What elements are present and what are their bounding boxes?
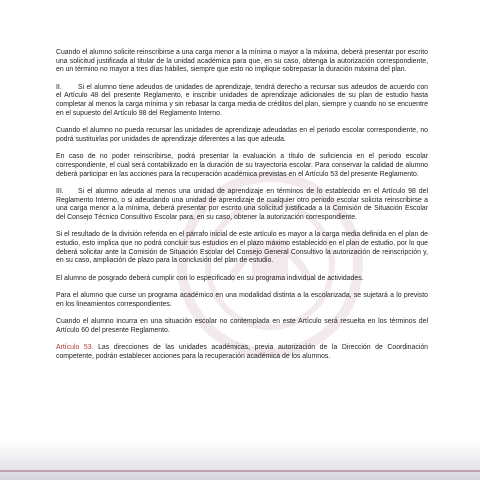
document-body <box>56 49 428 370</box>
roman-numeral-label: III. <box>56 187 64 195</box>
page-footer-band <box>0 440 480 480</box>
paragraph-3: Cuando el alumno no pueda recursar las unidades de aprendizaje adeudadas en el periodo escolar correspondiente, no podrá sustituirlas por unidades de aprendizaje diferentes a las que adeuda. <box>56 127 428 143</box>
paragraph-8: Para el alumno que curse un programa académico en una modalidad distinta a la escolarizada, se sujetará a lo previsto en los lineamientos correspondientes. <box>56 291 428 308</box>
paragraph-roman-ii: II. Si el alumno tiene adeudos de unidades de aprendizaje, tendrá derecho a recursar sus adeudos de acuerdo con el Artículo 48 del presente Reglamento, e inscribir unidades de aprendizaje adicionales de su plan de estudio hasta completar al menos la carga mínima y sin rebasar la carga media de créditos del plan, siempre y cuando no se encuentre en el supuesto del Artículo 98 del Reglamento Interno. <box>56 83 428 117</box>
paragraph-9: Cuando el alumno incurra en una situación escolar no contemplada en este Artículo será resuelta en los términos del Artículo 60 del presente Reglamento. <box>56 317 428 334</box>
paragraph-roman-iii: III. Si el alumno adeuda al menos una unidad de aprendizaje en términos de lo establecido en el Artículo 98 del Reglamento Interno, o si adeudando una unidad de aprendizaje de cualquier otro periodo escolar solicita reinscribirse a una carga menor a la mínima, deberá presentar por escrito una solicitud justificada a la Comisión de Situación Escolar del Consejo Técnico Consultivo Escolar para, en su caso, obtener la autorización correspondiente. <box>56 187 428 221</box>
roman-numeral-label: II. <box>56 83 62 91</box>
footer-divider <box>0 470 480 472</box>
article-53-paragraph: Artículo 53. Las direcciones de las unidades académicas, previa autorización de la Dirección de Coordinación competente, podrán establecer acciones para la recuperación académica de los alumnos. <box>56 343 428 360</box>
paragraph-6: Si el resultado de la división referida en el párrafo inicial de este artículo es mayor a la carga media definida en el plan de estudio, esto implica que no podrá concluir sus estudios en el plazo máximo establecido en el plan de estudio, por lo que deberá solicitar ante la Comisión de Situación Escolar del Consejo General Consultivo la autorización de reinscripción y, en su caso, ampliación de plazo para la conclusión del plan de estudio. <box>56 231 428 265</box>
paragraph-1: Cuando el alumno solicite reinscribirse a una carga menor a la mínima o mayor a la máxima, deberá presentar por escrito una solicitud justificada al titular de la unidad académica para que, en su caso, obtenga la autorización correspondiente, en un término no mayor a tres días hábiles, siempre que esto no implique sobrepasar la duración máxima del plan. <box>56 49 428 74</box>
paragraph-7: El alumno de posgrado deberá cumplir con lo especificado en su programa individual de actividades. <box>56 274 364 282</box>
paragraph-4: En caso de no poder reinscribirse, podrá presentar la evaluación a título de suficiencia en el periodo escolar correspondiente, el cual será contabilizado en la duración de su trayectoria escolar. Para conservar la calidad de alumno deberá participar en las acciones para la recuperación académica previstas en el Artículo 53 del presente Reglamento. <box>56 153 428 178</box>
article-heading: Artículo 53. <box>56 343 94 351</box>
